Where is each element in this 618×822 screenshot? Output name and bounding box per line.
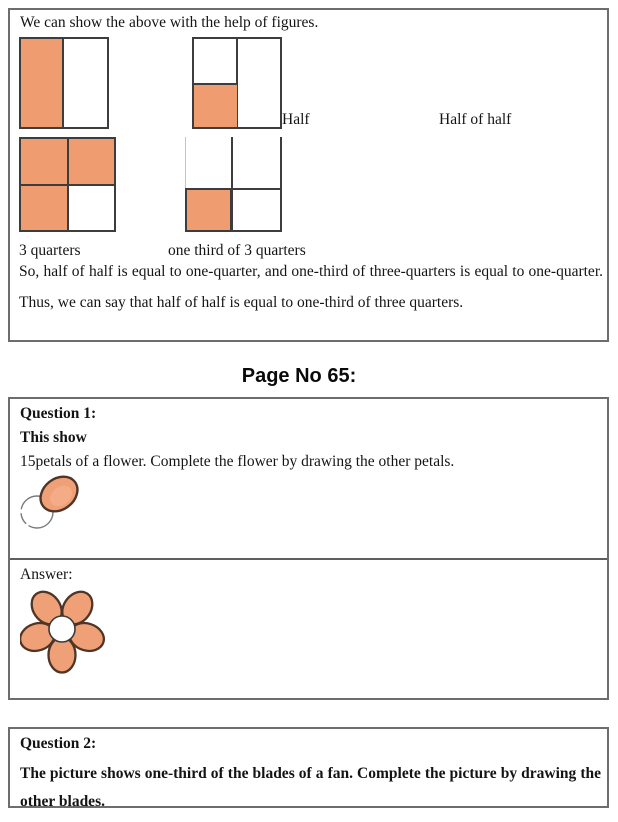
shaded-quarter	[194, 83, 237, 127]
label-half-of-half: Half of half	[439, 111, 512, 128]
answer-divider	[10, 558, 607, 560]
flower-answer-image	[20, 585, 112, 677]
shaded-quarter	[185, 188, 232, 232]
conclusion-line-2: Thus, we can say that half of half is equal to one-third of three quarters.	[19, 294, 464, 311]
page-heading: Page No 65:	[241, 365, 357, 388]
shaded-left-half	[21, 39, 64, 127]
question1-subtitle: This show	[20, 429, 87, 446]
answer-label: Answer:	[20, 566, 73, 583]
question1-body: 15petals of a flower. Complete the flower by drawing the other petals.	[20, 453, 455, 470]
question2-body: The picture shows one-third of the blades of a fan. Complete the picture by drawing the other blades.	[20, 765, 601, 810]
intro-text: We can show the above with the help of figures.	[20, 14, 319, 31]
figure-half-of-half	[192, 37, 282, 129]
figure-three-quarters	[19, 137, 116, 232]
question2-box	[8, 727, 609, 808]
question1-title: Question 1:	[20, 405, 97, 422]
partial-flower-image	[18, 472, 94, 534]
label-one-third-of-three-quarters: one third of 3 quarters	[168, 242, 306, 259]
label-three-quarters: 3 quarters	[19, 242, 81, 259]
figure-half	[19, 37, 109, 129]
intro-box	[8, 8, 609, 342]
question1-box	[8, 397, 609, 700]
figure-one-third-of-three-quarters	[185, 137, 282, 232]
question2-title: Question 2:	[20, 735, 97, 752]
label-half: Half	[282, 111, 310, 128]
conclusion-line-1: So, half of half is equal to one-quarter, and one-third of three-quarters is equal to one-quarter.	[19, 263, 603, 280]
